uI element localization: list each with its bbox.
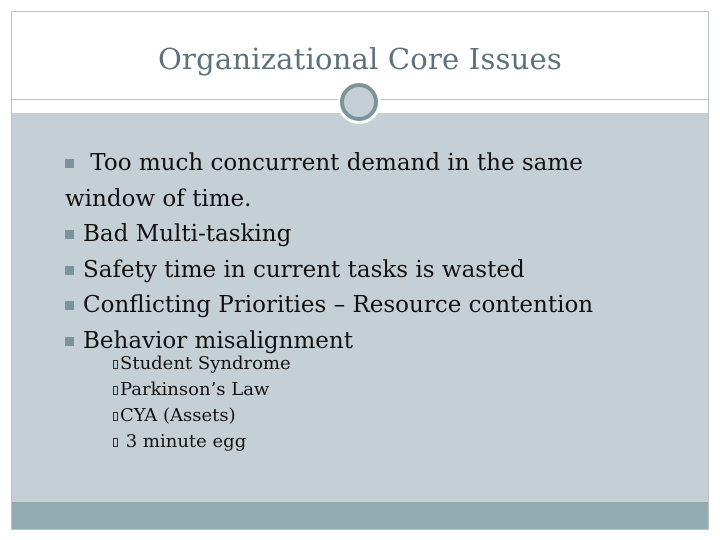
square-bullet-icon — [65, 159, 74, 168]
list-item — [65, 253, 645, 289]
box-bullet-icon — [113, 386, 118, 395]
ring-ornament-inner — [340, 83, 378, 121]
sub-list-item — [113, 377, 413, 403]
sub-bullet-text: CYA (Assets) — [120, 405, 236, 426]
box-bullet-icon — [113, 360, 118, 369]
sub-bullet-text: Student Syndrome — [120, 353, 291, 374]
sub-bullet-text: 3 minute egg — [120, 431, 247, 452]
bullet-list — [65, 146, 645, 359]
square-bullet-icon — [65, 301, 74, 310]
box-bullet-icon — [113, 438, 118, 447]
square-bullet-icon — [65, 266, 74, 275]
list-item — [65, 217, 645, 253]
sub-list-item — [113, 351, 413, 377]
square-bullet-icon — [65, 337, 74, 346]
bullet-text: Too much concurrent demand in the same window of time. — [65, 150, 583, 212]
bullet-text: Conflicting Priorities – Resource contention — [83, 292, 594, 318]
box-bullet-icon — [113, 412, 118, 421]
sub-bullet-text: Parkinson’s Law — [120, 379, 270, 400]
ring-ornament-icon — [337, 80, 381, 124]
bullet-text: Safety time in current tasks is wasted — [83, 256, 525, 283]
square-bullet-icon — [65, 230, 74, 239]
sub-list-item — [113, 403, 413, 429]
bullet-text: Bad Multi-tasking — [83, 221, 292, 247]
list-item — [65, 146, 645, 217]
sub-bullet-list — [113, 351, 413, 455]
bullet-text: Behavior misalignment — [83, 327, 353, 354]
list-item — [65, 288, 645, 324]
sub-list-item — [113, 429, 413, 455]
slide-title: Organizational Core Issues — [158, 42, 562, 76]
bottom-band — [12, 502, 708, 529]
